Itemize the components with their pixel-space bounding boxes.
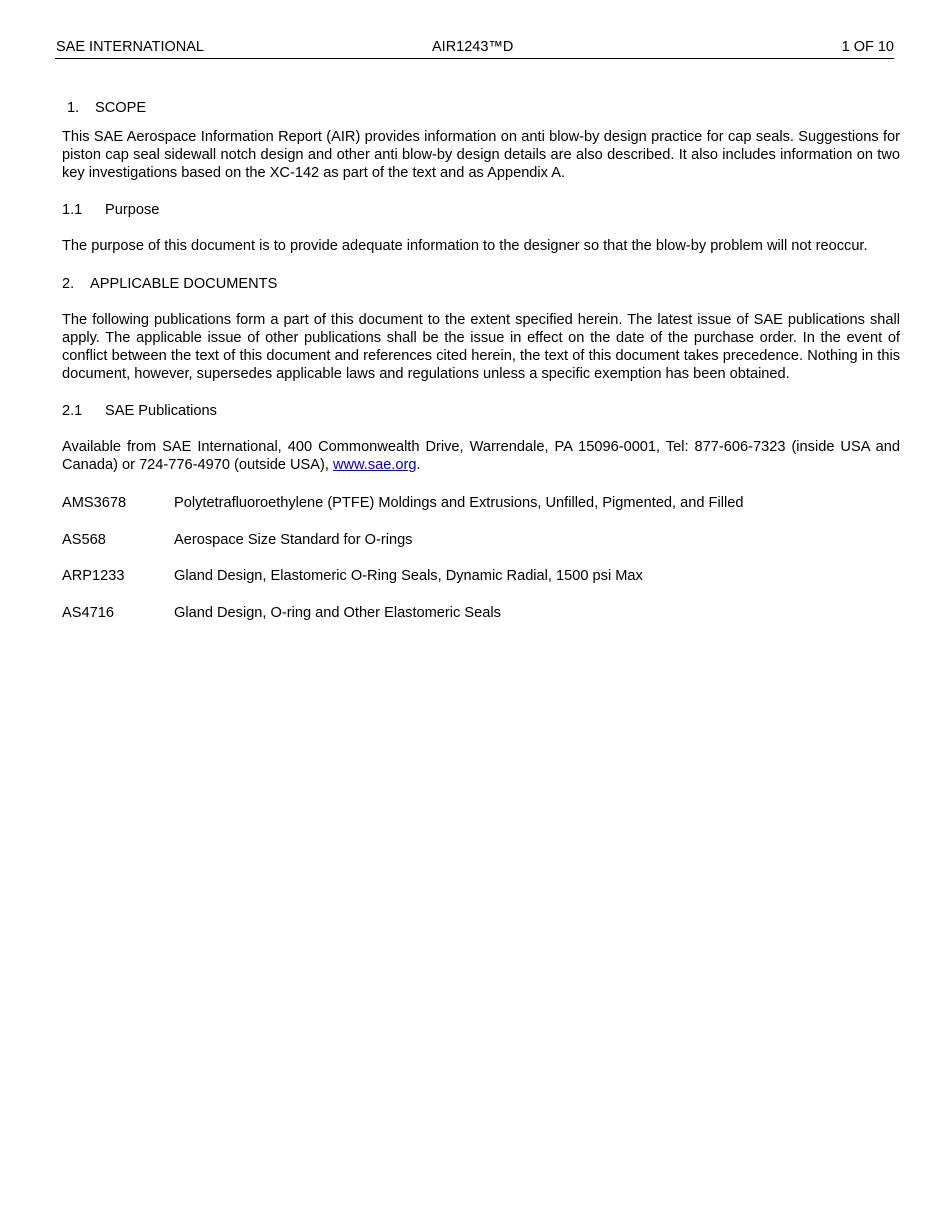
section-number: 1.1 [62,202,83,219]
header-page-number: 1 OF 10 [841,39,894,55]
applicable-documents-paragraph: The following publications form a part of this document to the extent specified herein. The latest issue of SAE publications shall apply. The applicable issue of other publications shall be the issue in effect on the date of the purchase order. In the event of conflict between the text of this document and references cited herein, the text of this document takes precedence. Nothing in this document, however, supersedes applicable laws and regulations unless a specific exemption has been obtained. [62,312,900,382]
publication-title: Polytetrafluoroethylene (PTFE) Moldings and Extrusions, Unfilled, Pigmented, and Filled [174,494,744,511]
section-number: 2. [62,276,75,293]
sae-publications-paragraph [62,439,900,475]
section-sae-publications [62,402,900,475]
section-heading-scope [62,99,900,117]
section-heading-applicable-documents [62,275,900,293]
document-body [62,99,900,640]
scope-paragraph: This SAE Aerospace Information Report (AIR) provides information on anti blow-by design practice for cap seals. Suggestions for piston cap seal sidewall notch design and other anti blow-by design details are also described. It also includes information on two key investigations based on the XC-142 as part of the text and as Appendix A. [62,129,900,181]
section-title: APPLICABLE DOCUMENTS [90,276,278,293]
purpose-paragraph: The purpose of this document is to provide adequate information to the designer so that the blow-by problem will not reoccur. [62,238,868,255]
publication-code: AMS3678 [62,494,127,511]
section-heading-purpose [62,201,900,219]
header-document-number: AIR1243™D [432,39,514,55]
availability-text-end: . [416,457,421,474]
section-title: SAE Publications [105,403,217,420]
section-number: 2.1 [62,403,83,420]
publication-code: AS568 [62,531,106,548]
publication-title: Gland Design, O-ring and Other Elastomeric Seals [174,604,501,621]
publication-title: Aerospace Size Standard for O-rings [174,531,413,548]
section-scope [62,99,900,182]
publication-item [62,531,900,549]
publication-title: Gland Design, Elastomeric O-Ring Seals, Dynamic Radial, 1500 psi Max [174,568,643,585]
availability-text: Available from SAE International, 400 Commonwealth Drive, Warrendale, PA 15096-0001, Tel: 877-606-7323 (inside USA and Canada) or 724-776-4970 (outside USA), [62,439,900,474]
section-number: 1. [67,100,80,116]
publication-item [62,494,900,512]
page-header [55,38,894,59]
publication-code: AS4716 [62,604,114,621]
publication-code: ARP1233 [62,568,125,585]
section-heading-sae-publications [62,402,900,420]
sae-website-link[interactable]: www.sae.org [332,457,417,474]
publication-list [62,494,900,622]
header-organization: SAE INTERNATIONAL [56,39,204,55]
section-applicable-documents [62,275,900,383]
publication-item [62,567,900,585]
section-title: Purpose [105,202,160,219]
publication-item [62,604,900,622]
section-title: SCOPE [95,100,147,116]
section-purpose [62,201,900,256]
